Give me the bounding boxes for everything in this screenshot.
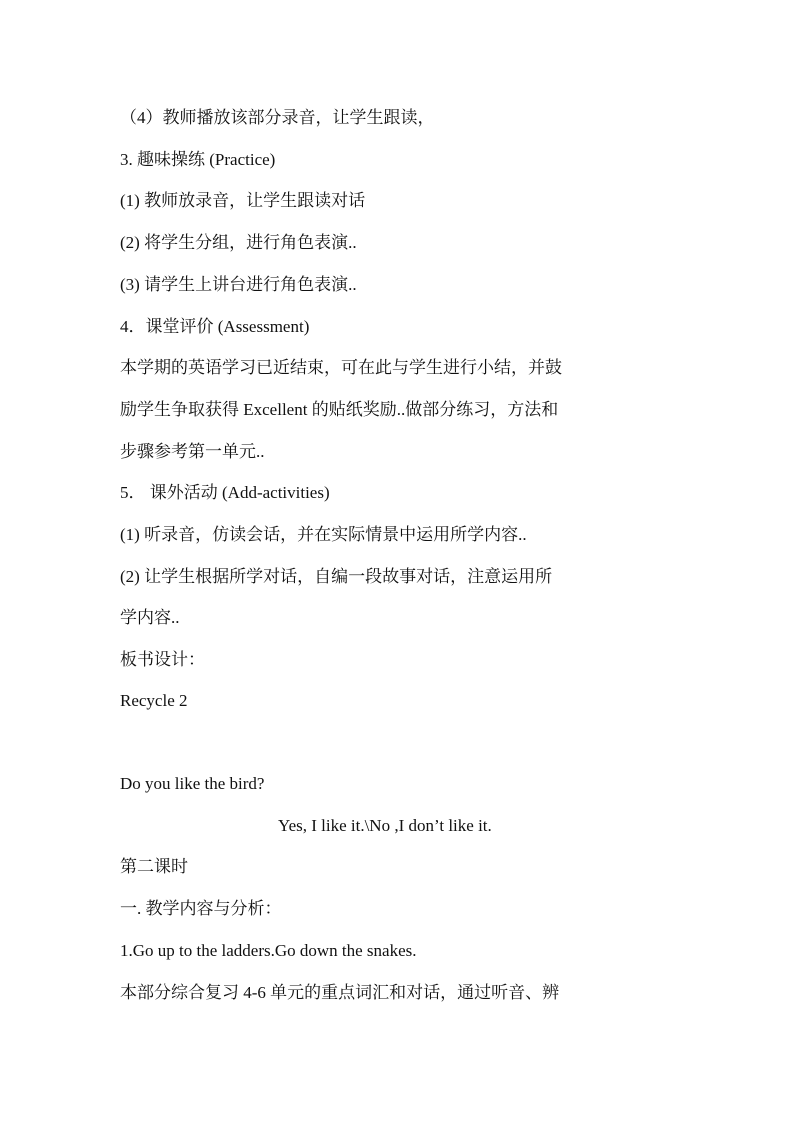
paragraph-assessment-line-2: 励学生争取获得 Excellent 的贴纸奖励..做部分练习，方法和 <box>120 400 559 419</box>
section-heading-practice: 3. 趣味操练 (Practice) <box>120 150 276 169</box>
section-heading-add-activities: 5． 课外活动 (Add-activities) <box>120 483 330 502</box>
list-item-practice-2: (2) 将学生分组，进行角色表演.. <box>120 233 357 252</box>
list-item-practice-1: (1) 教师放录音，让学生跟读对话 <box>120 191 366 210</box>
board-design-heading: 板书设计： <box>120 650 205 669</box>
lesson-two-heading: 第二课时 <box>120 857 188 876</box>
board-answer: Yes, I like it.\No ,I don’t like it. <box>278 816 492 835</box>
paragraph-assessment-line-3: 步骤参考第一单元.. <box>120 442 265 461</box>
paragraph-assessment-line-1: 本学期的英语学习已近结束，可在此与学生进行小结，并鼓 <box>120 358 562 377</box>
board-title: Recycle 2 <box>120 691 188 710</box>
list-item-practice-3: (3) 请学生上讲台进行角色表演.. <box>120 275 357 294</box>
list-item-activities-2-line-1: (2) 让学生根据所学对话，自编一段故事对话，注意运用所 <box>120 567 553 586</box>
list-item-activities-2-line-2: 学内容.. <box>120 608 180 627</box>
content-analysis-heading: 一. 教学内容与分析： <box>120 899 282 918</box>
section-heading-assessment: 4．课堂评价 (Assessment) <box>120 317 310 336</box>
board-question: Do you like the bird? <box>120 774 265 793</box>
paragraph-review-line-1: 本部分综合复习 4-6 单元的重点词汇和对话，通过听音、辨 <box>120 983 560 1002</box>
text-line-step-4: （4）教师播放该部分录音，让学生跟读， <box>120 108 435 127</box>
activity-title: 1.Go up to the ladders.Go down the snakes. <box>120 941 417 960</box>
list-item-activities-1: (1) 听录音，仿读会话，并在实际情景中运用所学内容.. <box>120 525 527 544</box>
